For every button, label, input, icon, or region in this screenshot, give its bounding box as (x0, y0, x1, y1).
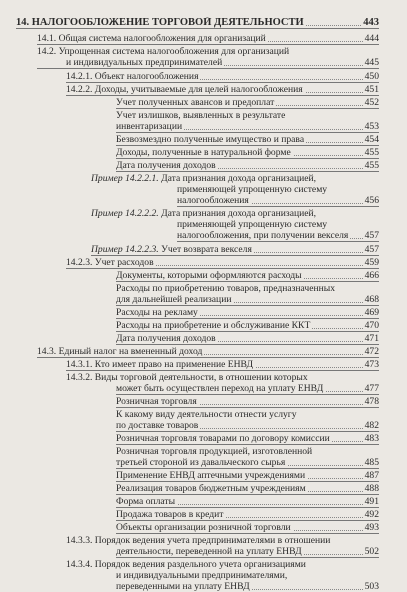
toc-entry (91, 244, 379, 255)
section-title: Дата признания дохода организацией, (161, 208, 317, 219)
underline-rule (16, 28, 379, 29)
underline-rule (37, 357, 379, 358)
page-number: 457 (364, 230, 379, 241)
underline-rule (66, 82, 379, 83)
page-number: 487 (364, 470, 379, 481)
toc-entry (116, 110, 379, 121)
underline-rule (91, 255, 379, 256)
toc-entry (116, 483, 379, 494)
section-title: Порядок ведения раздельного учета организациями (94, 559, 306, 570)
underline-rule (116, 494, 379, 495)
section-title: налогообложения, при получении векселя (177, 230, 349, 241)
section-number: 14. (16, 17, 32, 28)
toc-entry-text (66, 535, 332, 546)
toc-entry-text (116, 546, 304, 557)
toc-entry (116, 570, 379, 581)
underline-rule (116, 557, 379, 558)
toc-entry-text (66, 559, 308, 570)
page-number: 455 (364, 147, 379, 158)
underline-rule (37, 68, 379, 69)
toc-entry (177, 219, 379, 230)
section-title: для дальнейшей реализации (116, 294, 232, 305)
page-number: 452 (364, 97, 379, 108)
toc-entry-text (66, 57, 224, 68)
page-number: 482 (364, 420, 379, 431)
underline-rule (66, 268, 379, 269)
toc-entry-text (116, 333, 218, 344)
toc-entry (116, 97, 379, 108)
section-title: Применение ЕНВД аптечными учреждениями (116, 470, 306, 481)
toc-entry-text (116, 283, 337, 294)
section-number: 14.2. (37, 46, 59, 57)
underline-rule (116, 520, 379, 521)
toc-entry-text (116, 509, 225, 520)
toc-entry-text (116, 270, 304, 281)
underline-rule (116, 344, 379, 345)
toc-entry (116, 433, 379, 444)
underline-rule (116, 331, 379, 332)
toc-entry-text (91, 173, 318, 184)
toc-entry (116, 160, 379, 171)
toc-entry-text (116, 97, 276, 108)
underline-rule (116, 158, 379, 159)
page-number: 451 (364, 84, 379, 95)
toc-entry (116, 294, 379, 305)
page-number: 493 (364, 522, 379, 533)
section-title: и индивидуальными предпринимателями, (116, 570, 288, 581)
section-number: 14.3.3. (66, 535, 95, 546)
toc-entry-text (116, 420, 200, 431)
example-label: Пример 14.2.2.3. (91, 244, 162, 255)
section-number: 14.2.2. (66, 84, 95, 95)
toc-entry (66, 57, 379, 68)
toc-entry-text (116, 433, 332, 444)
toc-entry (177, 195, 379, 206)
underline-rule (177, 241, 379, 242)
toc-entry-text (37, 46, 291, 57)
toc-entry (16, 17, 379, 28)
toc-entry (116, 307, 379, 318)
toc-entry (66, 257, 379, 268)
toc-entry (116, 496, 379, 507)
section-number: 14.3.1. (66, 359, 95, 370)
page-number: 457 (364, 244, 379, 255)
toc-entry-text (177, 230, 350, 241)
section-title: Форма оплаты (116, 496, 176, 507)
section-title: третьей стороной из давальческого сырья (116, 457, 286, 468)
section-title: Общая система налогообложения для организаций (58, 33, 266, 44)
toc-entry-text (116, 320, 312, 331)
toc-entry-text (116, 383, 325, 394)
page-number: 450 (364, 71, 379, 82)
toc-entry-text (66, 84, 305, 95)
section-title: Расходы по приобретению товаров, предназначенных (116, 283, 335, 294)
toc-entry (116, 320, 379, 331)
section-title: Учет излишков, выявленных в результате (116, 110, 286, 121)
underline-rule (177, 206, 379, 207)
underline-rule (116, 507, 379, 508)
toc-entry (116, 509, 379, 520)
toc-entry-text (116, 134, 306, 145)
toc-entry-text (116, 160, 218, 171)
underline-rule (116, 533, 379, 534)
page-number: 453 (364, 121, 379, 132)
toc-entry-text (37, 33, 268, 44)
toc-entry (37, 33, 379, 44)
underline-rule (116, 305, 379, 306)
section-number: 14.2.1. (66, 71, 95, 82)
section-title: Доходы, учитываемые для целей налогообложения (94, 84, 303, 95)
toc-entry-text (66, 71, 200, 82)
section-title: Учет возврата векселя (161, 244, 252, 255)
section-number: 14.3.4. (66, 559, 95, 570)
toc-entry (116, 457, 379, 468)
section-title: НАЛОГООБЛОЖЕНИЕ ТОРГОВОЙ ДЕЯТЕЛЬНОСТИ (31, 17, 304, 28)
underline-rule (116, 145, 379, 146)
section-title: Продажа товаров в кредит (116, 509, 224, 520)
toc-entry (116, 134, 379, 145)
toc-entry (91, 173, 379, 184)
toc-entry (116, 409, 379, 420)
section-title: Документы, которыми оформляются расходы (116, 270, 302, 281)
toc-entry (177, 184, 379, 195)
toc-entry-text (177, 219, 329, 230)
section-title: Виды торговой деятельности, в отношении которых (94, 372, 308, 383)
toc-entry (116, 147, 379, 158)
section-title: применяющей упрощенную систему (177, 184, 328, 195)
toc-entry-text (116, 496, 177, 507)
underline-rule (116, 468, 379, 469)
toc-entry (116, 333, 379, 344)
section-title: Кто имеет право на применение ЕНВД (94, 359, 254, 370)
underline-rule (116, 318, 379, 319)
underline-rule (66, 370, 379, 371)
page-number: 503 (364, 581, 379, 592)
toc-entry (116, 581, 379, 592)
section-title: Розничная торговля (116, 396, 197, 407)
toc-entry-text (91, 244, 254, 255)
section-title: Дата получения доходов (116, 160, 216, 171)
toc-entry-text (116, 446, 314, 457)
example-label: Пример 14.2.2.2. (91, 208, 162, 219)
page-number: 488 (364, 483, 379, 494)
toc-entry-text (116, 581, 252, 592)
toc-entry-text (16, 17, 306, 28)
toc-entry (66, 559, 379, 570)
section-number: 14.2.3. (66, 257, 95, 268)
toc-entry (116, 283, 379, 294)
toc-entry (37, 46, 379, 57)
section-title: Доходы, полученные в натуральной форме (116, 147, 291, 158)
section-title: Дата признания дохода организацией, (161, 173, 317, 184)
section-title: Единый налог на вмененный доход (58, 346, 203, 357)
toc-entry-text (66, 359, 255, 370)
page-number: 477 (364, 383, 379, 394)
underline-rule (116, 171, 379, 172)
underline-rule (116, 407, 379, 408)
section-title: Дата получения доходов (116, 333, 216, 344)
toc-entry-text (66, 257, 156, 268)
toc-entry (177, 230, 379, 241)
toc-entry (116, 522, 379, 533)
toc-entry-text (116, 110, 287, 121)
underline-rule (116, 281, 379, 282)
toc-entry-text (116, 307, 200, 318)
toc-entry (116, 420, 379, 431)
toc-entry-text (116, 522, 293, 533)
toc-entry (66, 71, 379, 82)
toc-entry (116, 383, 379, 394)
underline-rule (116, 444, 379, 445)
toc-entry (66, 359, 379, 370)
section-title: деятельности, переведенной на уплату ЕНВД (116, 546, 302, 557)
section-title: Безвозмездно полученные имущество и права (116, 134, 305, 145)
section-number: 14.1. (37, 33, 59, 44)
underline-rule (116, 132, 379, 133)
page-number: 472 (364, 346, 379, 357)
toc-entry (116, 446, 379, 457)
underline-rule (66, 95, 379, 96)
section-title: К какому виду деятельности отнести услугу (116, 409, 297, 420)
toc-entry (37, 346, 379, 357)
toc-entry (66, 372, 379, 383)
toc-entry-text (116, 121, 184, 132)
toc-entry-text (116, 470, 307, 481)
toc-entry-text (116, 294, 233, 305)
page-number: 466 (364, 270, 379, 281)
toc-entry (116, 121, 379, 132)
toc-entry-text (116, 570, 289, 581)
section-title: Учет расходов (94, 257, 154, 268)
page-number: 483 (364, 433, 379, 444)
toc-entry (66, 535, 379, 546)
toc-entry-text (116, 396, 199, 407)
toc-entry-text (91, 208, 318, 219)
toc-entry-text (116, 147, 293, 158)
toc-entry-text (66, 372, 310, 383)
underline-rule (116, 481, 379, 482)
page-number: 470 (364, 320, 379, 331)
toc-entry (116, 470, 379, 481)
section-title: Розничная торговля продукцией, изготовленной (116, 446, 313, 457)
page-number: 471 (364, 333, 379, 344)
section-title: Учет полученных авансов и предоплат (116, 97, 275, 108)
page-number: 445 (364, 57, 379, 68)
page-number: 468 (364, 294, 379, 305)
underline-rule (116, 431, 379, 432)
section-title: переведенными на уплату ЕНВД (116, 581, 250, 592)
page-number: 455 (364, 160, 379, 171)
section-title: может быть осуществлен переход на уплату ЕНВД (116, 383, 324, 394)
section-title: применяющей упрощенную систему (177, 219, 328, 230)
page-number: 469 (364, 307, 379, 318)
toc-entry (66, 84, 379, 95)
page-number: 456 (364, 195, 379, 206)
toc-entry (116, 270, 379, 281)
toc-entry-text (177, 195, 251, 206)
toc-entry-text (116, 409, 299, 420)
toc-entry (116, 396, 379, 407)
page-number: 473 (364, 359, 379, 370)
page-number: 492 (364, 509, 379, 520)
page-number: 443 (363, 17, 379, 28)
page-number: 485 (364, 457, 379, 468)
page-number: 502 (364, 546, 379, 557)
section-title: Реализация товаров бюджетным учреждениям (116, 483, 306, 494)
section-title: и индивидуальных предпринимателей (66, 57, 223, 68)
section-title: Объект налогообложения (94, 71, 199, 82)
toc-entry-text (37, 346, 204, 357)
underline-rule (116, 108, 379, 109)
toc-entry-text (116, 457, 287, 468)
page-number: 491 (364, 496, 379, 507)
section-title: Порядок ведения учета предпринимателями в отношении (94, 535, 331, 546)
section-title: Расходы на рекламу (116, 307, 198, 318)
section-title: Розничная торговля товарами по договору комиссии (116, 433, 330, 444)
section-title: Расходы на приобретение и обслуживание ККТ (116, 320, 311, 331)
page-number: 444 (364, 33, 379, 44)
page-number: 478 (364, 396, 379, 407)
page-number: 454 (364, 134, 379, 145)
underline-rule (116, 394, 379, 395)
section-title: Упрощенная система налогообложения для организаций (58, 46, 290, 57)
section-title: по доставке товаров (116, 420, 199, 431)
section-title: инвентаризации (116, 121, 183, 132)
toc-entry (91, 208, 379, 219)
toc-entry (116, 546, 379, 557)
example-label: Пример 14.2.2.1. (91, 173, 162, 184)
section-title: налогообложения (177, 195, 249, 206)
section-title: Объекты организации розничной торговли (116, 522, 291, 533)
toc-entry-text (116, 483, 308, 494)
underline-rule (37, 44, 379, 45)
page-number: 459 (364, 257, 379, 268)
section-number: 14.3.2. (66, 372, 95, 383)
section-number: 14.3. (37, 346, 59, 357)
toc-entry-text (177, 184, 329, 195)
